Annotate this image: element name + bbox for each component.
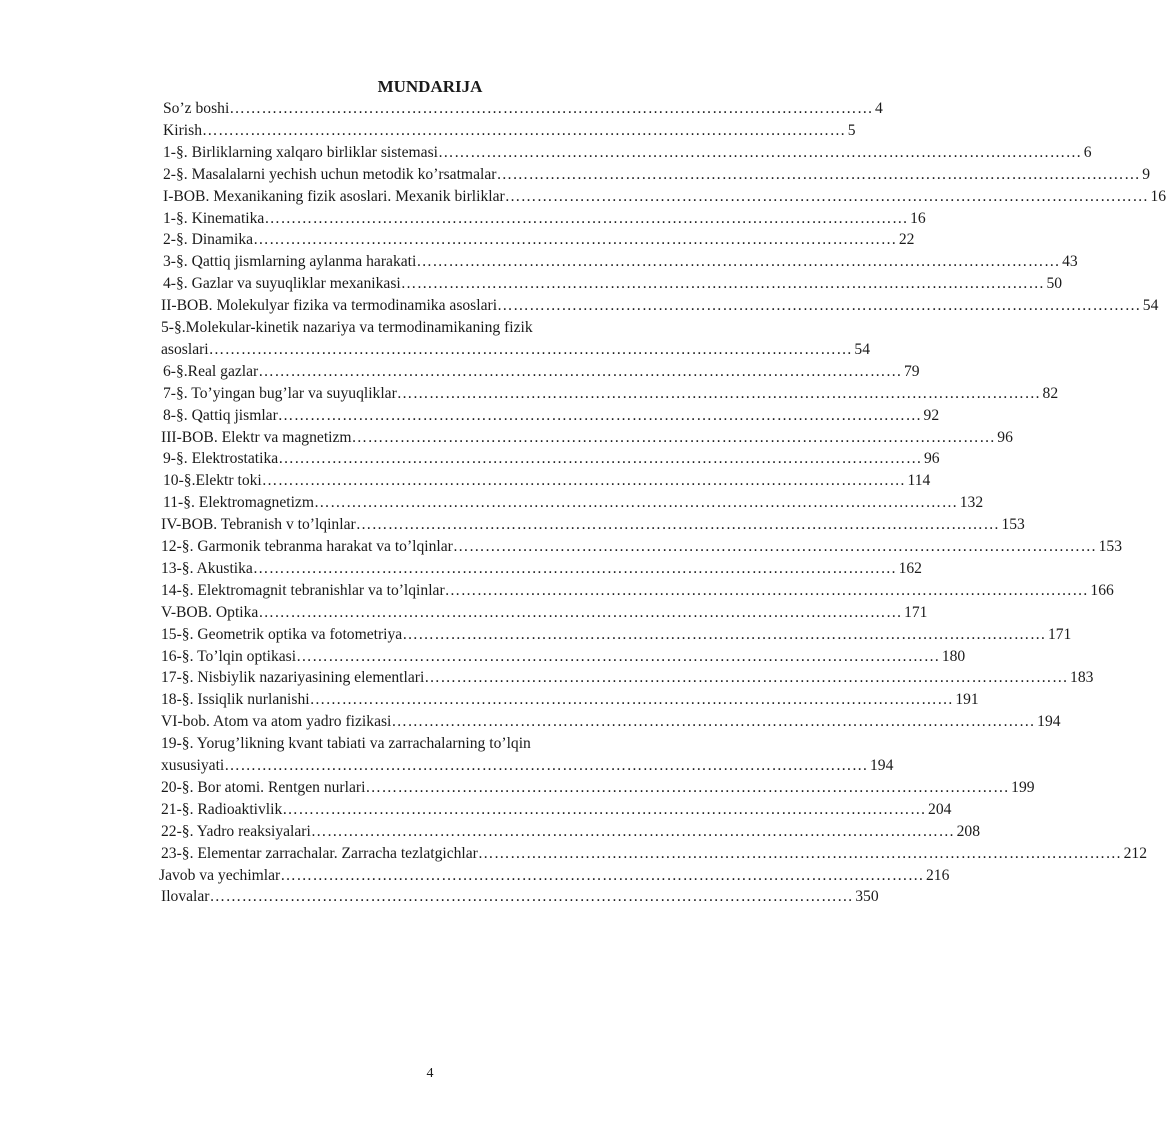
toc-entry xyxy=(161,602,928,624)
toc-entry-title: 23-§. Elementar zarrachalar. Zarracha tezlatgichlar xyxy=(161,844,478,862)
page-number: 4 xyxy=(426,1066,434,1081)
toc-entry xyxy=(161,646,966,668)
toc-entry-page: 204 xyxy=(928,800,952,818)
toc-entry-title: xususiyati xyxy=(161,757,225,774)
toc-entry-title: III-BOB. Elektr va magnetizm xyxy=(161,428,352,446)
toc-heading: MUNDARIJA xyxy=(377,77,483,96)
toc-entry xyxy=(163,251,1078,273)
toc-entry-page: 6 xyxy=(1083,143,1092,161)
dot-leader: ………………………………………………………………………………………………………… xyxy=(452,538,1097,555)
dot-leader: ………………………………………………………………………………………………………… xyxy=(416,253,1061,271)
dot-leader: ………………………………………………………………………………………………………… xyxy=(424,669,1069,687)
toc-entry-title: 14-§. Elektromagnit tebranishlar va to’lqinlar xyxy=(161,581,445,599)
toc-entry-title: 22-§. Yadro reaksiyalari xyxy=(161,822,311,840)
dot-leader: ………………………………………………………………………………………………………… xyxy=(282,800,927,818)
dot-leader: ………………………………………………………………………………………………………… xyxy=(438,143,1082,161)
toc-entry-title: 18-§. Issiqlik nurlanishi xyxy=(161,691,310,709)
dot-leader: ………………………………………………………………………………………………………… xyxy=(396,384,1041,402)
toc-entry xyxy=(163,229,915,251)
toc-entry-title: Kirish xyxy=(163,121,202,139)
dot-leader: ………………………………………………………………………………………………………… xyxy=(264,209,909,227)
toc-entry xyxy=(163,208,926,230)
dot-leader: ………………………………………………………………………………………………………… xyxy=(252,559,897,577)
dot-leader: ………………………………………………………………………………………………………… xyxy=(391,713,1036,731)
toc-entry-page: 153 xyxy=(1098,538,1122,555)
toc-entry-page: 171 xyxy=(1047,625,1072,643)
dot-leader: ………………………………………………………………………………………………………… xyxy=(296,647,940,665)
toc-entry-title: 11-§. Elektromagnetizm xyxy=(163,494,314,512)
toc-entry-page: 212 xyxy=(1123,844,1148,862)
dot-leader: ………………………………………………………………………………………………………… xyxy=(280,866,924,884)
toc-entry-page: 114 xyxy=(907,472,931,490)
toc-entry-title: 12-§. Garmonik tebranma harakat va to’lqinlar xyxy=(161,538,453,555)
dot-leader: ………………………………………………………………………………………………………… xyxy=(253,231,897,249)
toc-entry-page: 153 xyxy=(1001,516,1025,534)
toc-entry-title: 19-§. Yorug’likning kvant tabiati va zarrachalarning to’lqin xyxy=(161,735,531,753)
toc-entry xyxy=(163,361,920,383)
toc-entry xyxy=(161,799,952,821)
dot-leader: ………………………………………………………………………………………………………… xyxy=(402,625,1046,643)
toc-entry-title: 9-§. Elektrostatika xyxy=(163,450,279,468)
dot-leader: ………………………………………………………………………………………………………… xyxy=(261,472,906,490)
dot-leader: ………………………………………………………………………………………………………… xyxy=(313,494,958,512)
dot-leader: ………………………………………………………………………………………………………… xyxy=(400,275,1045,293)
toc-entry-page: 183 xyxy=(1070,669,1094,687)
toc-entry-page: 132 xyxy=(959,494,984,512)
toc-entry-page: 79 xyxy=(904,362,920,380)
toc-entry-page: 16 xyxy=(910,209,926,227)
toc-entry-title: 2-§. Dinamika xyxy=(163,231,254,249)
toc-entry-page: 166 xyxy=(1090,581,1114,599)
toc-entry xyxy=(161,821,980,843)
toc-entry-page: 194 xyxy=(1037,713,1061,731)
toc-entry-title: V-BOB. Optika xyxy=(161,603,259,621)
toc-entry-title: 7-§. To’yingan bug’lar va suyuqliklar xyxy=(163,384,397,402)
dot-leader: ………………………………………………………………………………………………………… xyxy=(208,340,853,358)
toc-entry xyxy=(161,667,1094,689)
toc-entry-title: 3-§. Qattiq jismlarning aylanma harakati xyxy=(163,253,417,271)
toc-entry xyxy=(163,120,856,142)
toc-entry xyxy=(163,164,1150,186)
dot-leader: ………………………………………………………………………………………………………… xyxy=(277,406,922,424)
toc-entry xyxy=(163,98,883,120)
dot-leader: ………………………………………………………………………………………………………… xyxy=(278,450,922,468)
dot-leader: ………………………………………………………………………………………………………… xyxy=(310,822,955,840)
dot-leader: ………………………………………………………………………………………………………… xyxy=(258,603,903,621)
toc-entry xyxy=(163,405,940,427)
toc-entry xyxy=(163,383,1059,405)
toc-entry-page: 208 xyxy=(956,822,980,840)
toc-entry-page: 50 xyxy=(1046,275,1063,293)
toc-entry-page: 92 xyxy=(923,406,940,424)
toc-entry-page: 22 xyxy=(898,231,915,249)
toc-entry xyxy=(163,186,1166,208)
toc-entry-page: 171 xyxy=(904,603,928,621)
toc-entry xyxy=(161,427,1013,449)
toc-entry xyxy=(161,317,715,339)
toc-entry xyxy=(161,733,715,755)
toc-entry xyxy=(161,843,1148,865)
toc-entry xyxy=(159,865,950,887)
toc-entry-title: I-BOB. Mexanikaning fizik asoslari. Mexanik birliklar xyxy=(163,187,505,205)
toc-entry xyxy=(163,448,940,470)
toc-entry-title: VI-bob. Atom va atom yadro fizikasi xyxy=(161,713,392,731)
toc-entry-title: 5-§.Molekular-kinetik nazariya va termodinamikaning fizik xyxy=(161,319,533,336)
toc-entry-page: 16 xyxy=(1150,187,1166,205)
toc-entry-title: 15-§. Geometrik optika va fotometriya xyxy=(161,625,403,643)
dot-leader: ………………………………………………………………………………………………………… xyxy=(201,121,846,139)
dot-leader: ………………………………………………………………………………………………………… xyxy=(229,100,874,117)
toc-entry-page: 199 xyxy=(1011,778,1035,796)
toc-entry-title: II-BOB. Molekulyar fizika va termodinamika asoslari xyxy=(161,297,498,315)
toc-entry-page: 4 xyxy=(875,100,883,117)
toc-entry-title: 20-§. Bor atomi. Rentgen nurlari xyxy=(161,778,366,796)
toc-entry xyxy=(163,142,1092,164)
toc-entry-page: 96 xyxy=(923,450,940,468)
dot-leader: ………………………………………………………………………………………………………… xyxy=(444,581,1089,599)
toc-entry-title: 16-§. To’lqin optikasi xyxy=(161,647,297,665)
toc-entry-title: 21-§. Radioaktivlik xyxy=(161,800,283,818)
toc-entry xyxy=(161,295,1159,317)
dot-leader: ………………………………………………………………………………………………………… xyxy=(477,844,1122,862)
toc-entry-page: 216 xyxy=(926,866,950,884)
toc-entry-title: Javob va yechimlar xyxy=(159,866,281,884)
dot-leader: ………………………………………………………………………………………………………… xyxy=(497,297,1141,315)
dot-leader: ………………………………………………………………………………………………………… xyxy=(224,757,868,774)
toc-entry xyxy=(161,514,1025,536)
dot-leader: ………………………………………………………………………………………………………… xyxy=(309,691,954,709)
toc-entry-page: 9 xyxy=(1142,165,1150,183)
toc-entry-page: 43 xyxy=(1062,253,1078,271)
toc-entry xyxy=(161,558,922,580)
dot-leader: ………………………………………………………………………………………………………… xyxy=(209,888,854,906)
toc-entry-title: 4-§. Gazlar va suyuqliklar mexanikasi xyxy=(163,275,401,293)
toc-entry-title: So’z boshi xyxy=(163,100,230,117)
dot-leader: ………………………………………………………………………………………………………… xyxy=(355,516,1000,534)
toc-entry-page: 191 xyxy=(955,691,979,709)
toc-entry xyxy=(161,580,1114,602)
toc-entry-title: Ilovalar xyxy=(161,888,210,906)
toc-entry-title: asoslari xyxy=(161,340,209,358)
dot-leader: ………………………………………………………………………………………………………… xyxy=(351,428,996,446)
toc-entry xyxy=(163,492,984,514)
toc-entry-page: 162 xyxy=(898,559,922,577)
toc-entry-page: 350 xyxy=(855,888,879,906)
toc-entry-title: 1-§. Birliklarning xalqaro birliklar sistemasi xyxy=(163,143,438,161)
dot-leader: ………………………………………………………………………………………………………… xyxy=(496,165,1141,183)
dot-leader: ………………………………………………………………………………………………………… xyxy=(258,362,902,380)
toc-entry-title: IV-BOB. Tebranish v to’lqinlar xyxy=(161,516,356,534)
toc-entry xyxy=(161,886,879,908)
toc-entry xyxy=(161,536,1122,558)
toc-entry-page: 54 xyxy=(1142,297,1159,315)
toc-entry-page: 54 xyxy=(854,340,870,358)
toc-entry-title: 6-§.Real gazlar xyxy=(163,362,259,380)
toc-entry-title: 17-§. Nisbiylik nazariyasining elementlari xyxy=(161,669,425,687)
toc-entry-page: 5 xyxy=(847,121,856,139)
toc-entry xyxy=(161,777,1035,799)
toc-entry-page: 180 xyxy=(941,647,966,665)
toc-entry xyxy=(163,273,1063,295)
toc-entry-title: 10-§.Elektr toki xyxy=(163,472,262,490)
toc-entry xyxy=(161,689,979,711)
toc-entry-title: 1-§. Kinematika xyxy=(163,209,265,227)
toc-entry-page: 96 xyxy=(997,428,1013,446)
toc-entry xyxy=(163,470,931,492)
toc-entry-page: 82 xyxy=(1042,384,1059,402)
toc-entry xyxy=(161,755,894,777)
toc-entry-title: 2-§. Masalalarni yechish uchun metodik ko’rsatmalar xyxy=(163,165,497,183)
toc-entry xyxy=(161,624,1072,646)
toc-entry-page: 194 xyxy=(870,757,894,774)
dot-leader: ………………………………………………………………………………………………………… xyxy=(365,778,1010,796)
toc-entry-title: 13-§. Akustika xyxy=(161,559,253,577)
toc-entry xyxy=(161,339,870,361)
toc-entry-title: 8-§. Qattiq jismlar xyxy=(163,406,278,424)
toc-entry xyxy=(161,711,1061,733)
dot-leader: ………………………………………………………………………………………………………… xyxy=(504,187,1149,205)
